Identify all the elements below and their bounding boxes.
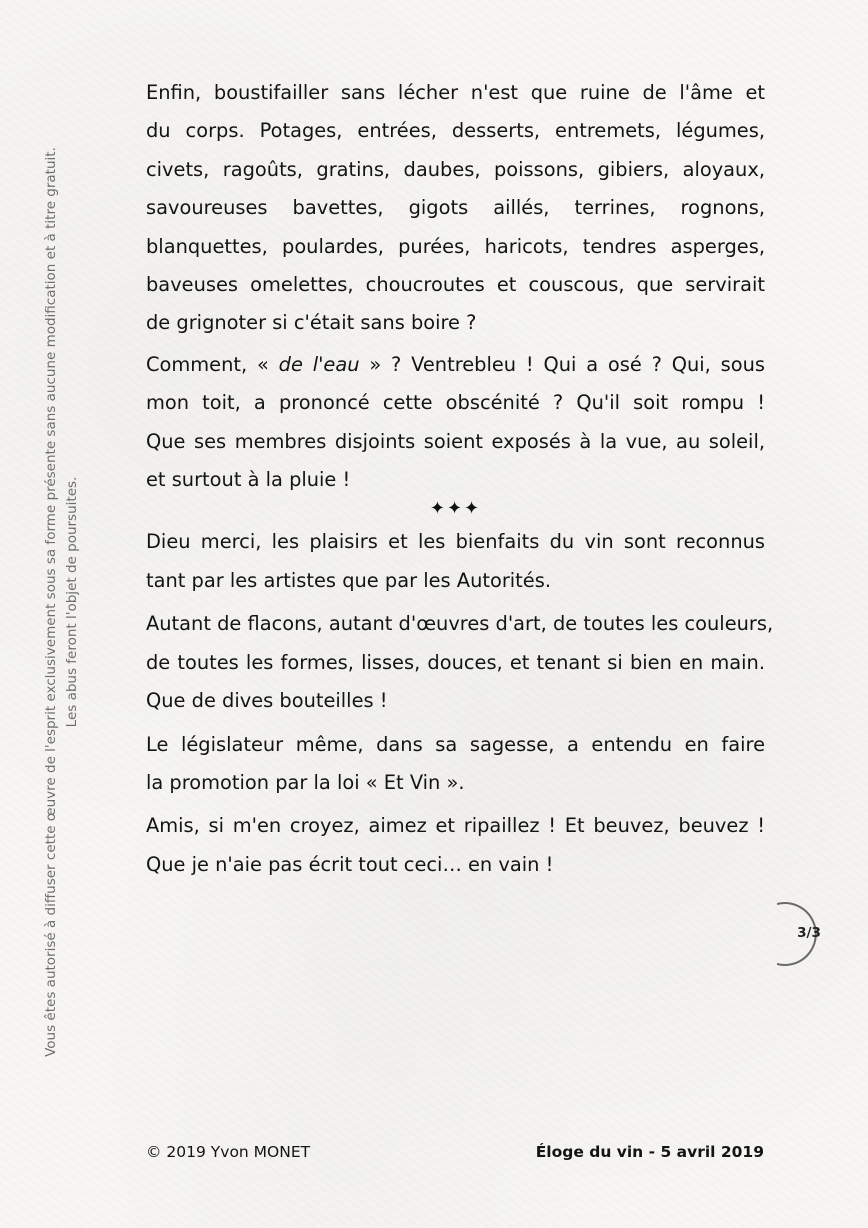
text-line: tant par les artistes que par les Autorités. <box>146 568 551 592</box>
text-line: blanquettes, poulardes, purées, haricots, tendres asperges, <box>146 234 765 258</box>
text-line: Dieu merci, les plaisirs et les bienfaits du vin sont reconnus <box>146 530 765 554</box>
text-line: Que je n'aie pas écrit tout ceci… en vain ! <box>146 852 554 876</box>
text-line: du corps. Potages, entrées, desserts, entremets, légumes, <box>146 119 765 143</box>
text-line: Le législateur même, dans sa sagesse, a entendu en faire <box>146 732 765 756</box>
text-line: Amis, si m'en croyez, aimez et ripaillez ! Et beuvez, beuvez ! <box>146 814 765 838</box>
text-line: et surtout à la pluie ! <box>146 468 351 492</box>
text-line: savoureuses bavettes, gigots aillés, terrines, rognons, <box>146 196 765 220</box>
text-line: la promotion par la loi « Et Vin ». <box>146 770 465 794</box>
text-line: Que de dives bouteilles ! <box>146 689 388 713</box>
notice-line-2: Les abus feront l'objet de poursuites. <box>64 476 80 728</box>
text-line: Autant de flacons, autant d'œuvres d'art, de toutes les couleurs, <box>146 612 774 636</box>
text-line: mon toit, a prononcé cette obscénité ? Qu'il soit rompu ! <box>146 391 765 415</box>
paragraph-4 <box>146 605 774 720</box>
notice-line-1: Vous êtes autorisé à diffuser cette œuvre de l'esprit exclusivement sous sa forme présente sans aucune modification et à titre gratuit. <box>43 147 59 1057</box>
text-line: civets, ragoûts, gratins, daubes, poissons, gibiers, aloyaux, <box>146 157 765 181</box>
text-line <box>146 346 765 384</box>
page-number-badge <box>777 901 829 967</box>
paragraph-2 <box>146 346 765 500</box>
footer-copyright: © 2019 Yvon MONET <box>146 1143 311 1161</box>
paragraph-5 <box>146 726 765 803</box>
text-line: Enfin, boustifailler sans lécher n'est que ruine de l'âme et <box>146 81 765 104</box>
footer-title-date: Éloge du vin - 5 avril 2019 <box>535 1143 764 1161</box>
body-text <box>146 74 774 884</box>
text-fragment: » ? Ventrebleu ! Qui a osé ? Qui, sous <box>359 352 765 376</box>
section-separator: ✦✦✦ <box>429 498 482 520</box>
text-line: de toutes les formes, lisses, douces, et tenant si bien en main. <box>146 650 765 674</box>
text-line: Que ses membres disjoints soient exposés à la vue, au soleil, <box>146 429 765 453</box>
paragraph-1 <box>146 74 765 343</box>
text-line: de grignoter si c'était sans boire ? <box>146 311 477 335</box>
copyright-notice-vertical <box>41 97 83 1107</box>
text-line: baveuses omelettes, choucroutes et couscous, que servirait <box>146 273 765 297</box>
paragraph-3 <box>146 523 765 600</box>
paragraph-6 <box>146 807 765 884</box>
italic-quote: de l'eau <box>278 352 360 376</box>
text-fragment: Comment, « <box>146 352 279 376</box>
page-number: 3/3 <box>797 925 821 941</box>
